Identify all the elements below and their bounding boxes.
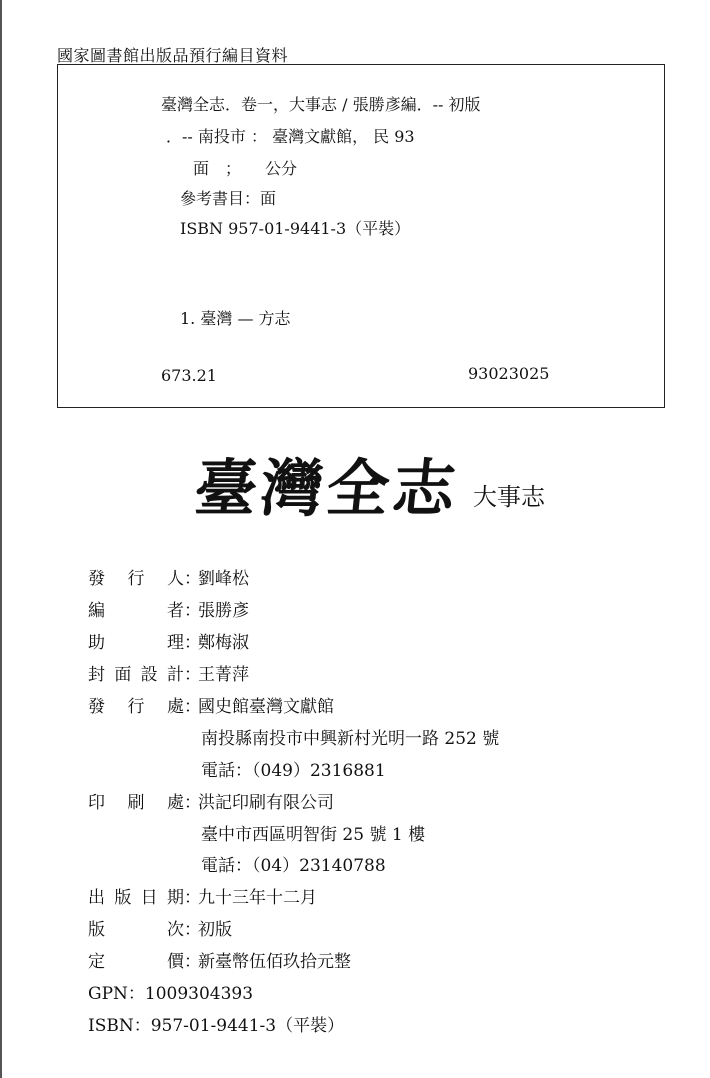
cip-pages-line: 面 ； 公分 bbox=[193, 159, 298, 178]
info-row-price: 定 價 ： 新臺幣伍佰玖拾元整 bbox=[88, 947, 351, 972]
info-value: 九十三年十二月 bbox=[198, 888, 317, 908]
cip-publisher-line: ．-- 南投市 ： 臺灣文獻館， 民 93 bbox=[166, 127, 415, 146]
info-row-printer: 印 刷 處 ： 洪記印刷有限公司 bbox=[88, 788, 334, 813]
info-value: 初版 bbox=[198, 920, 232, 940]
info-value: 張勝彥 bbox=[198, 601, 249, 621]
info-row-assistant: 助 理 ： 鄭梅淑 bbox=[88, 628, 249, 653]
info-value: 國史館臺灣文獻館 bbox=[198, 697, 334, 717]
info-value: 鄭梅淑 bbox=[198, 633, 249, 653]
cip-record-box bbox=[57, 64, 665, 408]
info-label: 發 行 人 bbox=[88, 569, 184, 589]
info-label: 定 價 bbox=[88, 952, 184, 972]
info-label: 發 行 處 bbox=[88, 697, 184, 717]
cip-record-number: 93023025 bbox=[468, 364, 550, 383]
cip-heading: 國家圖書館出版品預行編目資料 bbox=[57, 46, 289, 65]
cip-title-line: 臺灣全志．卷一，大事志 / 張勝彥編．-- 初版 bbox=[161, 95, 481, 114]
info-label: 出 版 日 期 bbox=[88, 888, 184, 908]
info-row-edition: 版 次 ： 初版 bbox=[88, 915, 232, 940]
info-row-publisher-person: 發 行 人 ： 劉峰松 bbox=[88, 564, 249, 589]
info-value: 劉峰松 bbox=[198, 569, 249, 589]
book-title-main: 臺灣全志 bbox=[191, 452, 463, 525]
cip-bibliography-line: 參考書目：面 bbox=[180, 189, 277, 208]
info-row-issuing-office: 發 行 處 ： 國史館臺灣文獻館 bbox=[88, 692, 334, 717]
info-label: 封 面 設 計 bbox=[88, 665, 184, 685]
printer-phone: 電話：（04）23140788 bbox=[201, 856, 386, 876]
info-label: 編 者 bbox=[88, 601, 184, 621]
issuing-office-address: 南投縣南投市中興新村光明一路 252 號 bbox=[201, 729, 500, 749]
info-value: 新臺幣伍佰玖拾元整 bbox=[198, 952, 351, 972]
info-value: 洪記印刷有限公司 bbox=[198, 793, 334, 813]
info-value: 王菁萍 bbox=[198, 665, 249, 685]
cip-subject-line: 1. 臺灣 — 方志 bbox=[180, 309, 291, 328]
isbn-line: ISBN：957-01-9441-3（平裝） bbox=[88, 1016, 345, 1036]
info-row-editor: 編 者 ： 張勝彥 bbox=[88, 596, 249, 621]
book-title bbox=[191, 440, 546, 525]
info-label: 版 次 bbox=[88, 920, 184, 940]
info-label: 助 理 bbox=[88, 633, 184, 653]
info-row-cover-design: 封 面 設 計 ： 王菁萍 bbox=[88, 660, 249, 685]
book-title-sub: 大事志 bbox=[473, 483, 546, 511]
gpn-line: GPN：1009304393 bbox=[88, 984, 254, 1004]
info-label: 印 刷 處 bbox=[88, 793, 184, 813]
cip-class-number: 673.21 bbox=[161, 366, 217, 385]
info-row-publication-date: 出 版 日 期 ： 九十三年十二月 bbox=[88, 883, 317, 908]
printer-address: 臺中市西區明智街 25 號 1 樓 bbox=[201, 825, 426, 845]
cip-isbn-line: ISBN 957-01-9441-3（平裝） bbox=[180, 219, 411, 238]
issuing-office-phone: 電話：（049）2316881 bbox=[201, 761, 386, 781]
page-left-rule bbox=[0, 0, 2, 1078]
